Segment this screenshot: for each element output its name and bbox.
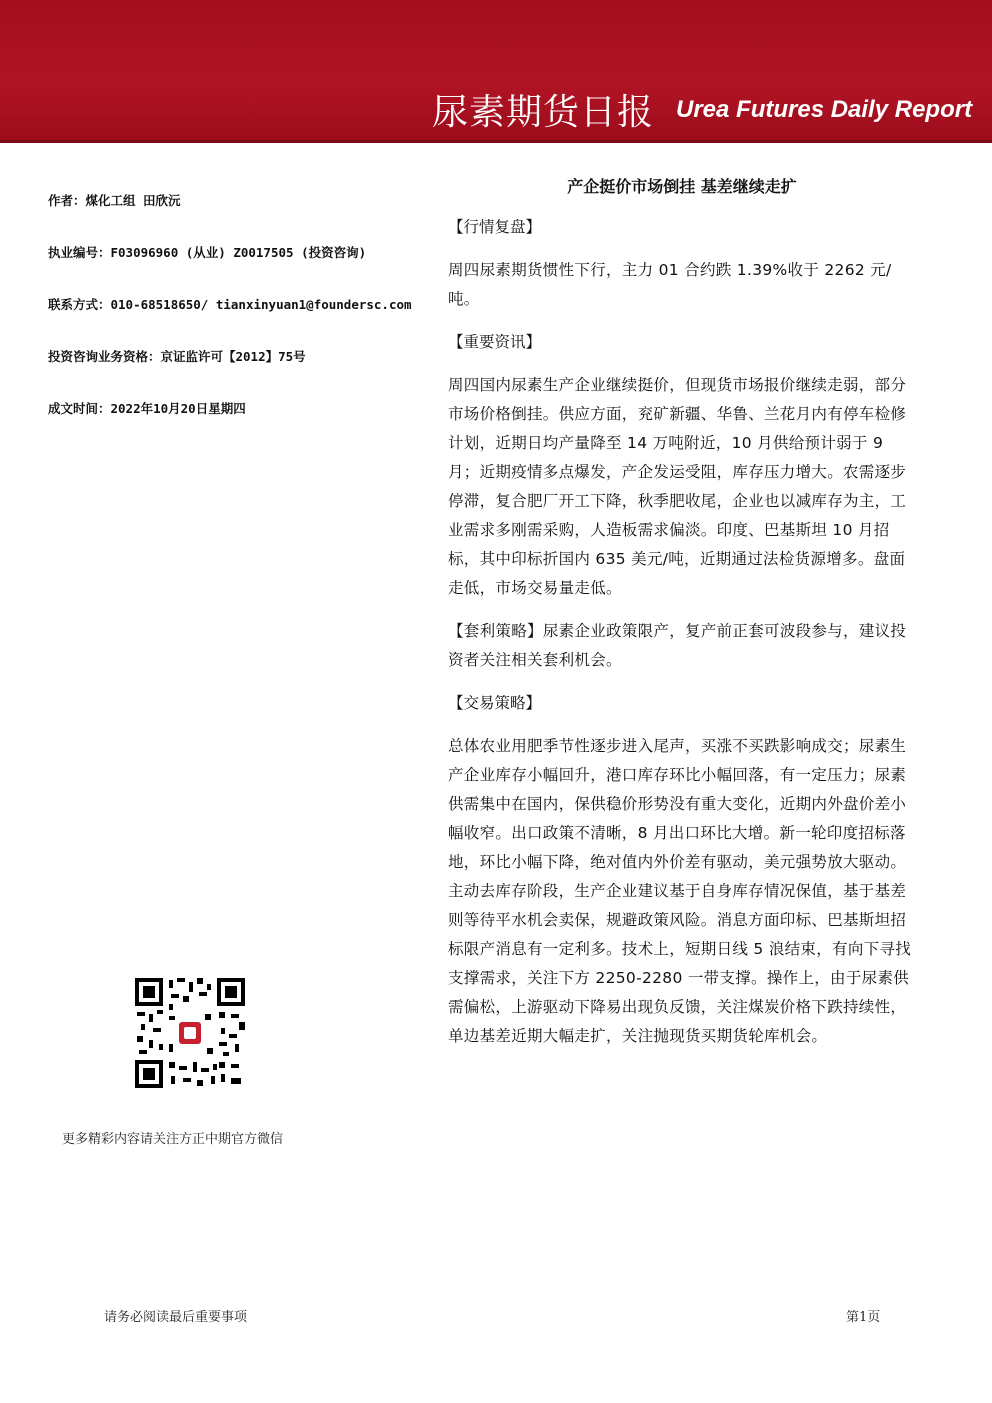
section-text-key-news: 周四国内尿素生产企业继续挺价，但现货市场报价继续走弱，部分市场价格倒挂。供应方面，兖矿新疆、华鲁、兰花月内有停车检修计划，近期日均产量降至 14 万吨附近，10 月供给预计弱于 9 月；近期疫情多点爆发，产企发运受阻，库存压力增大。农需逐步停滞，复合肥厂开工下降，秋季肥收尾，企业也以减库存为主，工业需求多刚需采购，人造板需求偏淡。印度、巴基斯坦 10 月招标，其中印标折国内 635 美元/吨，近期通过法检货源增多。盘面走低，市场交易量走低。 <box>448 376 907 597</box>
author-info <box>48 191 438 451</box>
report-title-en: Urea Futures Daily Report <box>676 96 973 123</box>
author-line: 作者：煤化工组 田欣沅 <box>48 193 181 208</box>
page-number: 第1页 <box>846 1310 881 1325</box>
section-arbitrage <box>448 617 916 675</box>
qualification-line: 投资咨询业务资格：京证监许可【2012】75号 <box>48 349 306 364</box>
section-tag-arbitrage: 【套利策略】 <box>448 622 543 640</box>
license-line: 执业编号：F03096960 (从业) Z0017505 (投资咨询) <box>48 245 367 260</box>
footer-notice: 请务必阅读最后重要事项 <box>104 1310 248 1325</box>
section-tag-market-review: 【行情复盘】 <box>448 218 542 236</box>
section-text-market-review: 周四尿素期货惯性下行，主力 01 合约跌 1.39%收于 2262 元/吨。 <box>448 261 892 308</box>
article-body <box>448 172 916 1065</box>
section-text-trading: 总体农业用肥季节性逐步进入尾声，买涨不买跌影响成交；尿素生产企业库存小幅回升，港口库存环比小幅回落，有一定压力；尿素供需集中在国内，保供稳价形势没有重大变化，近期内外盘价差小幅收窄。出口政策不清晰，8 月出口环比大增。新一轮印度招标落地，环比小幅下降，绝对值内外价差有驱动，美元强势放大驱动。主动去库存阶段，生产企业建议基于自身库存情况保值，基于基差则等待平水机会卖保，规避政策风险。消息方面印标、巴基斯坦招标限产消息有一定利多。技术上，短期日线 5 浪结束，有向下寻找支撑需求，关注下方 2250-2280 一带支撑。操作上，由于尿素供需偏松，上游驱动下降易出现负反馈，关注煤炭价格下跌持续性，单边基差近期大幅走扩，关注抛现货买期货轮库机会。 <box>448 737 912 1045</box>
article-headline: 产企挺价市场倒挂 基差继续走扩 <box>567 177 797 196</box>
section-tag-trading: 【交易策略】 <box>448 694 542 712</box>
qr-caption: 更多精彩内容请关注方正中期官方微信 <box>62 1132 284 1147</box>
section-text-arbitrage: 尿素企业政策限产，复产前正套可波段参与，建议投资者关注相关套利机会。 <box>448 622 907 669</box>
header-banner <box>0 0 992 143</box>
section-tag-key-news: 【重要资讯】 <box>448 333 542 351</box>
date-line: 成文时间：2022年10月20日星期四 <box>48 401 246 416</box>
report-title-cn: 尿素期货日报 <box>432 92 655 133</box>
qr-code-icon <box>135 978 245 1088</box>
contact-line: 联系方式：010-68518650/ tianxinyuan1@foundersc.com <box>48 297 412 312</box>
